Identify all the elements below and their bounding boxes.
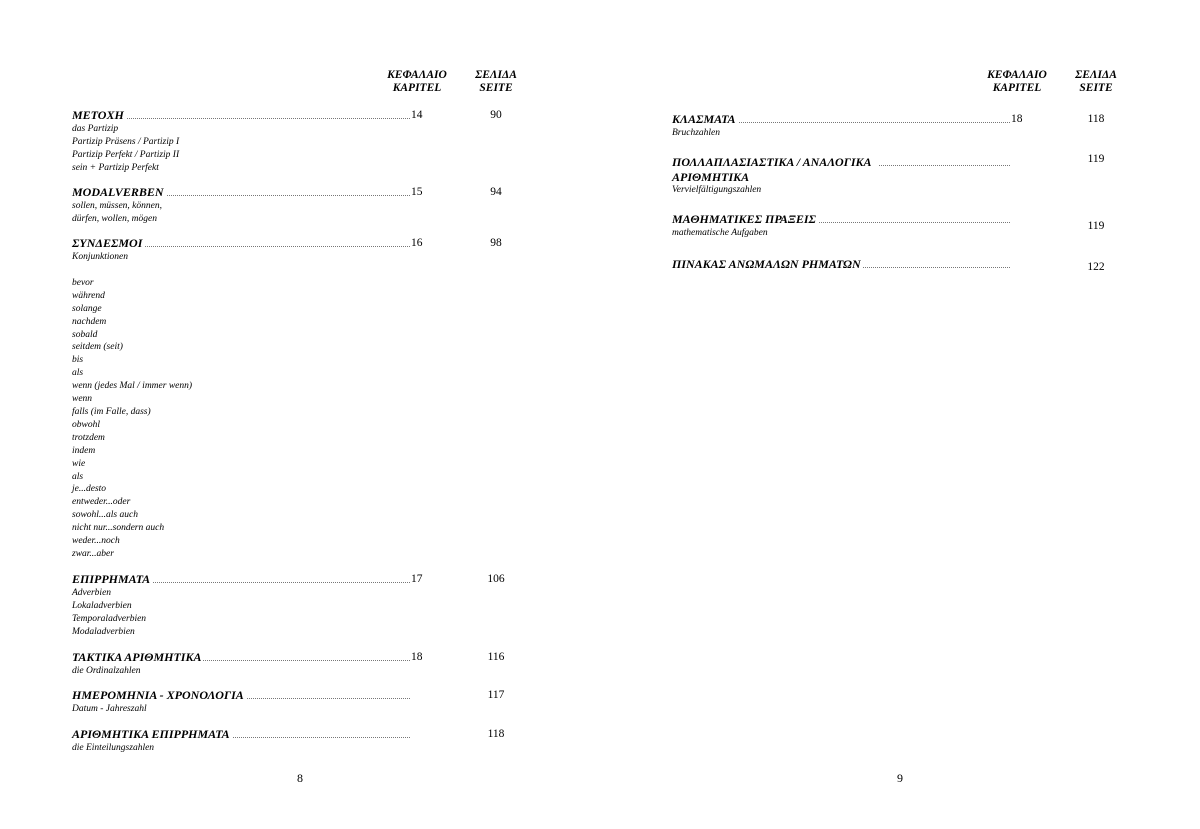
chapter-number: 18 [411, 651, 423, 663]
entry-title[interactable]: ΠΙΝΑΚΑΣ ΑΝΩΜΑΛΩΝ ΡΗΜΑΤΩΝ [672, 257, 861, 271]
conjunction-item: entweder...oder [72, 497, 131, 508]
chapter-number: 14 [411, 109, 423, 121]
page-number: 118 [487, 728, 505, 740]
subtopic: das Partizip [72, 124, 119, 134]
page-header-greek: ΣΕΛΙΔΑ [1075, 69, 1117, 81]
subtopic: sollen, müssen, können, [72, 201, 162, 211]
page-number: 122 [1087, 261, 1105, 273]
page-number: 117 [487, 689, 505, 701]
page-number: 119 [1087, 153, 1105, 165]
page-number: 106 [487, 573, 505, 585]
entry-title[interactable]: ΣΥΝΔΕΣΜΟΙ [72, 236, 143, 250]
subtopic: die Ordinalzahlen [72, 666, 141, 676]
page-header-german: SEITE [479, 82, 513, 94]
page-header-german: SEITE [1079, 82, 1113, 94]
conjunction-item: indem [72, 445, 96, 456]
conjunction-item: während [72, 290, 105, 301]
page-number: 90 [490, 109, 502, 121]
subtopic: Modaladverbien [72, 626, 135, 637]
entry-title[interactable]: ΜΕΤΟΧΗ [72, 108, 124, 122]
toc-entry[interactable] [72, 236, 502, 561]
toc-entry[interactable] [72, 572, 505, 639]
chapter-number: 16 [411, 237, 423, 249]
chapter-number: 17 [411, 573, 423, 585]
page-column-header [1066, 69, 1126, 95]
subtopic: Bruchzahlen [672, 128, 721, 138]
subtopic: sein + Partizip Perfekt [72, 162, 159, 173]
entry-title[interactable]: ΕΠΙΡΡΗΜΑΤΑ [72, 572, 151, 586]
conjunction-item: bevor [72, 277, 94, 288]
conjunction-item: wie [72, 458, 86, 469]
page-number: 119 [1087, 220, 1105, 232]
chapter-header-german: KAPITEL [392, 82, 442, 94]
conjunction-item: wenn (jedes Mal / immer wenn) [72, 381, 193, 392]
conjunction-item: als [72, 471, 84, 482]
chapter-header-german: KAPITEL [992, 82, 1042, 94]
toc-entry[interactable] [672, 153, 1105, 197]
entry-title[interactable]: ΑΡΙΘΜΗΤΙΚΑ ΕΠΙΡΡΗΜΑΤΑ [72, 727, 230, 741]
subtopic: Adverbien [72, 588, 112, 598]
conjunction-item: obwohl [72, 419, 100, 430]
page-folio-number: 8 [297, 771, 303, 785]
subtopic: Partizip Präsens / Partizip I [72, 136, 180, 147]
page-number: 98 [490, 237, 502, 249]
conjunction-item: falls (im Falle, dass) [72, 406, 151, 417]
conjunction-item: bis [72, 355, 84, 366]
toc-entry[interactable] [72, 688, 505, 716]
conjunction-item: seitdem (seit) [72, 342, 123, 353]
toc-entry[interactable] [672, 212, 1105, 240]
conjunction-item: je...desto [72, 484, 107, 495]
entry-title[interactable]: ΚΛΑΣΜΑΤΑ [672, 112, 736, 126]
conjunction-item: zwar...aber [72, 548, 114, 559]
page-number: 118 [1087, 113, 1105, 125]
toc-entry[interactable] [672, 112, 1105, 140]
conjunction-item: trotzdem [72, 432, 105, 443]
entry-title[interactable]: ΤΑΚΤΙΚΑ ΑΡΙΘΜΗΤΙΚΑ [72, 650, 202, 664]
toc-entry[interactable] [72, 185, 502, 226]
chapter-number: 18 [1011, 113, 1023, 125]
conjunction-item: nicht nur...sondern auch [72, 523, 165, 534]
conjunction-item: sobald [72, 329, 98, 340]
conjunction-item: solange [72, 303, 102, 314]
page-header-greek: ΣΕΛΙΔΑ [475, 69, 517, 81]
chapter-number: 15 [411, 186, 423, 198]
subtopic: die Einteilungszahlen [72, 743, 155, 753]
conjunction-item: nachdem [72, 316, 107, 327]
page-number: 94 [490, 186, 502, 198]
subtopic: dürfen, wollen, mögen [72, 213, 157, 224]
subtopic: Temporaladverbien [72, 613, 147, 624]
subtopic: Partizip Perfekt / Partizip II [72, 149, 180, 160]
chapter-column-header [980, 69, 1054, 95]
toc-entry[interactable] [72, 727, 505, 755]
toc-entry[interactable] [72, 108, 502, 175]
page-column-header [466, 69, 526, 95]
subtopic: Vervielfältigungszahlen [672, 185, 762, 195]
conjunction-item: weder...noch [72, 536, 120, 547]
chapter-header-greek: ΚΕΦΑΛΑΙΟ [987, 69, 1047, 81]
page-folio-number: 9 [897, 771, 903, 785]
toc-entry[interactable] [72, 650, 505, 678]
chapter-column-header [380, 69, 454, 95]
conjunction-item: als [72, 368, 84, 379]
conjunction-item: sowohl...als auch [72, 510, 138, 521]
entry-title[interactable]: ΗΜΕΡΟΜΗΝΙΑ - ΧΡΟΝΟΛΟΓΙΑ [72, 688, 244, 702]
subtopic: Datum - Jahreszahl [72, 704, 147, 714]
entry-title[interactable]: ΠΟΛΛΑΠΛΑΣΙΑΣΤΙΚΑ / ΑΝΑΛΟΓΙΚΑ ΑΡΙΘΜΗΤΙΚΑ [672, 155, 879, 185]
chapter-header-greek: ΚΕΦΑΛΑΙΟ [387, 69, 447, 81]
subtopic: mathematische Aufgaben [672, 228, 768, 238]
conjunction-item: wenn [72, 394, 93, 405]
right-page [600, 0, 1200, 829]
entry-title[interactable]: MODALVERBEN [72, 185, 164, 199]
entry-title[interactable]: ΜΑΘΗΜΑΤΙΚΕΣ ΠΡΑΞΕΙΣ [672, 212, 816, 226]
subtopic: Lokaladverbien [72, 600, 132, 611]
subtopic: Konjunktionen [72, 252, 128, 262]
page-number: 116 [487, 651, 505, 663]
conjunction-list [72, 277, 192, 561]
